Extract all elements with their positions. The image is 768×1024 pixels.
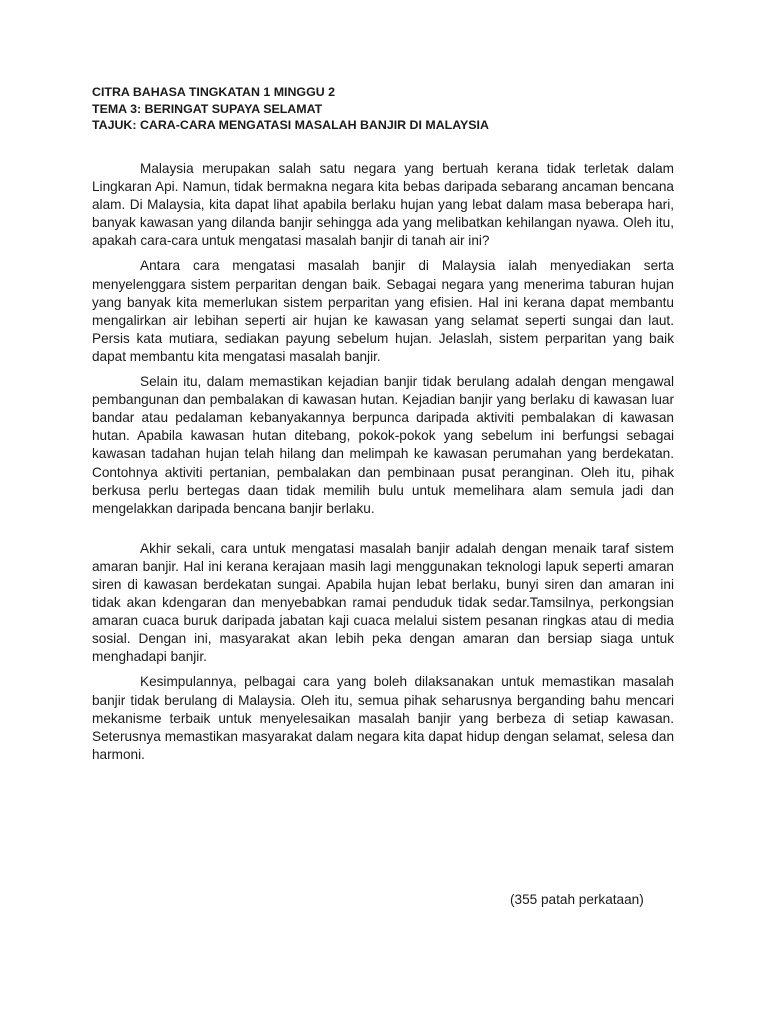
header-line-3: TAJUK: CARA-CARA MENGATASI MASALAH BANJIR DI MALAYSIA [92, 118, 489, 132]
document-header [92, 84, 692, 134]
header-line-1: CITRA BAHASA TINGKATAN 1 MINGGU 2 [92, 85, 335, 99]
paragraph-point-2: Selain itu, dalam memastikan kejadian banjir tidak berulang adalah dengan mengawal pembangunan dan pembalakan di kawasan hutan. Kejadian banjir yang berlaku di kawasan luar bandar atau pedalaman kebanyakannya berpunca daripada aktiviti pembalakan di kawasan hutan. Apabila kawasan hutan ditebang, pokok-pokok yang sebelum ini berfungsi sebagai kawasan tadahan hujan telah hilang dan melimpah ke kawasan perumahan yang berdekatan. Contohnya aktiviti pertanian, pembalakan dan pembinaan pusat peranginan. Oleh itu, pihak berkusa perlu bertegas daan tidak memilih bulu untuk memelihara alam semula jadi dan mengelakkan daripada bencana banjir berlaku. [92, 374, 674, 516]
essay-body [92, 160, 674, 771]
paragraph-point-3: Akhir sekali, cara untuk mengatasi masalah banjir adalah dengan menaik taraf sistem amaran banjir. Hal ini kerana kerajaan masih lagi menggunakan teknologi lapuk seperti amaran siren di kawasan berdekatan sungai. Apabila hujan lebat berlaku, bunyi siren dan amaran ini tidak akan kdengaran dan menyebabkan ramai penduduk tidak sedar.Tamsilnya, perkongsian amaran cuaca buruk daripada jabatan kaji cuaca melalui sistem pesanan ringkas atau di media sosial. Dengan ini, masyarakat akan lebih peka dengan amaran dan bersiap siaga untuk menghadapi banjir. [92, 540, 674, 665]
paragraph-point-1: Antara cara mengatasi masalah banjir di Malaysia ialah menyediakan serta menyelenggara sistem perparitan dengan baik. Sebagai negara yang menerima taburan hujan yang banyak kita memerlukan sistem perparitan yang efisien. Hal ini kerana dapat membantu mengalirkan air lebihan seperti air hujan ke kawasan yang selamat seperti sungai dan laut. Persis kata mutiara, sediakan payung sebelum hujan. Jelaslah, sistem perparitan yang baik dapat membantu kita mengatasi masalah banjir. [92, 258, 674, 364]
paragraph-conclusion: Kesimpulannya, pelbagai cara yang boleh dilaksanakan untuk memastikan masalah banjir tidak berulang di Malaysia. Oleh itu, semua pihak seharusnya berganding bahu mencari mekanisme terbaik untuk menyelesaikan masalah banjir yang berbeza di setiap kawasan. Seterusnya memastikan masyarakat dalam negara kita dapat hidup dengan selamat, selesa dan harmoni. [92, 674, 674, 762]
word-count: (355 patah perkataan) [510, 892, 644, 907]
paragraph-introduction: Malaysia merupakan salah satu negara yang bertuah kerana tidak terletak dalam Lingkaran Api. Namun, tidak bermakna negara kita bebas daripada sebarang ancaman bencana alam. Di Malaysia, kita dapat lihat apabila berlaku hujan yang lebat dalam masa beberapa hari, banyak kawasan yang dilanda banjir sehingga ada yang melibatkan kehilangan nyawa. Oleh itu, apakah cara-cara untuk mengatasi masalah banjir di tanah air ini? [92, 161, 674, 249]
header-line-2: TEMA 3: BERINGAT SUPAYA SELAMAT [92, 101, 323, 116]
